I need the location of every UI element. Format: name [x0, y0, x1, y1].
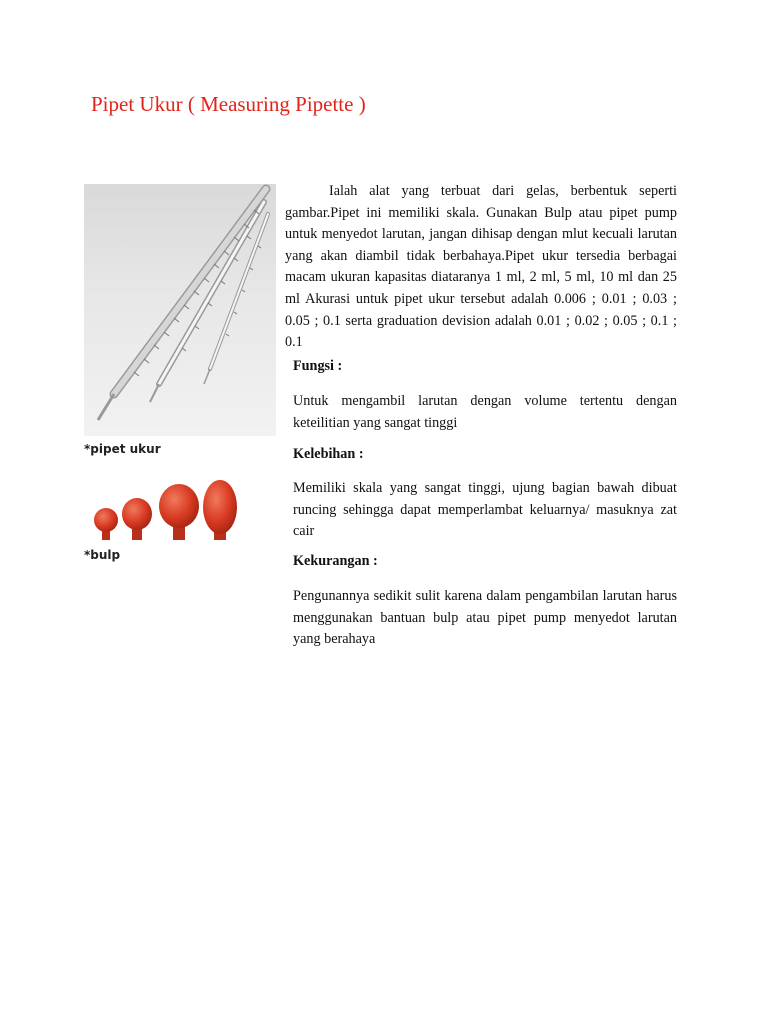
section-heading-kekurangan: Kekurangan : [293, 553, 378, 569]
pipette-small [204, 214, 268, 384]
pipet-ukur-image [84, 184, 276, 436]
pipette-large [98, 189, 266, 420]
bulb-largest [203, 480, 237, 540]
pipette-medium [150, 202, 264, 402]
bulb-large [159, 484, 199, 540]
section-text-kelebihan: Memiliki skala yang sangat tinggi, ujung bagian bawah dibuat runcing sehingga dapat memperlambat keluarnya/ masuknya zat cair [293, 480, 677, 540]
section-text-kekurangan: Pengunannya sedikit sulit karena dalam pengambilan larutan harus menggunakan bantuan bulp atau pipet pump menyedot larutan yang berahaya [293, 588, 677, 648]
section-heading-kelebihan: Kelebihan : [293, 446, 364, 462]
pipette-illustration [84, 184, 276, 436]
bulb-small [94, 508, 118, 540]
bulp-caption: *bulp [84, 548, 121, 562]
pipet-ukur-caption: *pipet ukur [84, 442, 161, 456]
section-heading-fungsi: Fungsi : [293, 358, 343, 374]
bulb-medium [122, 498, 152, 540]
bulp-image [88, 478, 248, 544]
bulb-illustration [88, 478, 248, 544]
section-text-fungsi: Untuk mengambil larutan dengan volume tertentu dengan keteilitian yang sangat tinggi [293, 393, 677, 431]
page-title: Pipet Ukur ( Measuring Pipette ) [91, 92, 366, 116]
intro-paragraph: Ialah alat yang terbuat dari gelas, berbentuk seperti gambar.Pipet ini memiliki skala. Gunakan Bulp atau pipet pump untuk menyedot larutan, jangan dihisap dengan mlut kecuali larutan yang akan diambil tidak berbahaya.Pipet ukur tersedia berbagai macam ukuran kapasitas diataranya 1 ml, 2 ml, 5 ml, 10 ml dan 25 ml Akurasi untuk pipet ukur tersebut adalah 0.006 ; 0.01 ; 0.03 ; 0.05 ; 0.1 serta graduation devision adalah 0.01 ; 0.02 ; 0.05 ; 0.1 ; 0.1 [285, 183, 677, 351]
